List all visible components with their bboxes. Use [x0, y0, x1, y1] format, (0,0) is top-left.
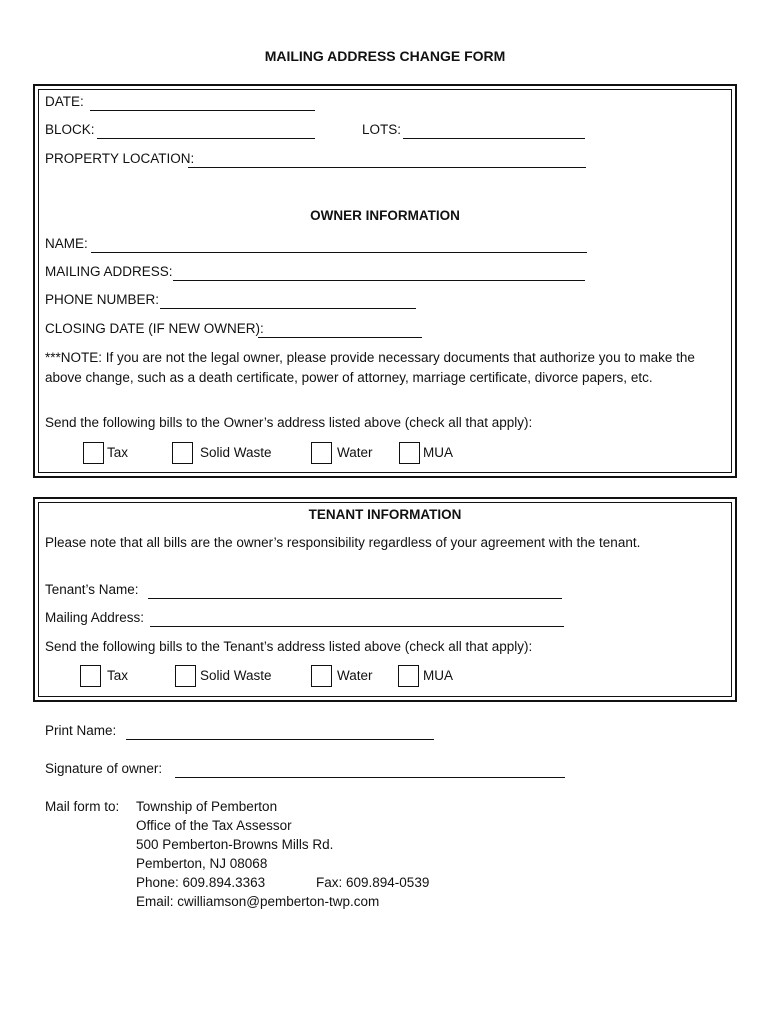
- owner-solid-waste-checkbox[interactable]: [172, 442, 193, 464]
- owner-tax-label: Tax: [107, 445, 129, 460]
- legal-owner-note: ***NOTE: If you are not the legal owner, please provide necessary documents that authorize you to make the above change, such as a death certificate, power of attorney, marriage certificate, divorce papers, etc.: [45, 350, 695, 385]
- tenant-water-label: Water: [337, 668, 373, 683]
- tenant-mua-checkbox[interactable]: [398, 665, 419, 687]
- lots-label: LOTS:: [362, 122, 402, 137]
- tenant-mailing-address-label: Mailing Address:: [45, 610, 145, 625]
- owner-send-bills-instruction: Send the following bills to the Owner’s address listed above (check all that apply):: [45, 415, 533, 430]
- owner-mailing-address-label: MAILING ADDRESS:: [45, 264, 173, 279]
- owner-name-field[interactable]: [91, 252, 587, 253]
- tenant-name-field[interactable]: [148, 598, 562, 599]
- owner-info-heading: OWNER INFORMATION: [310, 208, 460, 223]
- tenant-tax-label: Tax: [107, 668, 129, 683]
- address-line: 500 Pemberton-Browns Mills Rd.: [136, 837, 334, 852]
- closing-date-field[interactable]: [258, 337, 422, 338]
- block-label: BLOCK:: [45, 122, 95, 137]
- tenant-name-label: Tenant’s Name:: [45, 582, 139, 597]
- owner-solid-waste-label: Solid Waste: [200, 445, 272, 460]
- address-line: Office of the Tax Assessor: [136, 818, 292, 833]
- owner-mailing-address-field[interactable]: [173, 280, 585, 281]
- owner-water-checkbox[interactable]: [311, 442, 332, 464]
- tenant-tax-checkbox[interactable]: [80, 665, 101, 687]
- tenant-mua-label: MUA: [423, 668, 453, 683]
- lots-field[interactable]: [403, 138, 585, 139]
- property-location-label: PROPERTY LOCATION:: [45, 151, 195, 166]
- owner-mua-checkbox[interactable]: [399, 442, 420, 464]
- closing-date-label: CLOSING DATE (IF NEW OWNER):: [45, 321, 264, 336]
- date-field[interactable]: [90, 110, 315, 111]
- block-field[interactable]: [97, 138, 315, 139]
- signature-label: Signature of owner:: [45, 761, 163, 776]
- owner-tax-checkbox[interactable]: [83, 442, 104, 464]
- address-line: Township of Pemberton: [136, 799, 278, 814]
- owner-water-label: Water: [337, 445, 373, 460]
- address-line: Pemberton, NJ 08068: [136, 856, 268, 871]
- tenant-solid-waste-checkbox[interactable]: [175, 665, 196, 687]
- signature-field[interactable]: [175, 777, 565, 778]
- mail-to-label: Mail form to:: [45, 799, 120, 814]
- tenant-send-bills-instruction: Send the following bills to the Tenant’s address listed above (check all that apply):: [45, 639, 533, 654]
- print-name-label: Print Name:: [45, 723, 117, 738]
- date-label: DATE:: [45, 94, 84, 109]
- tenant-solid-waste-label: Solid Waste: [200, 668, 272, 683]
- tenant-section-inner-border: [38, 502, 732, 697]
- owner-mua-label: MUA: [423, 445, 453, 460]
- owner-name-label: NAME:: [45, 236, 88, 251]
- phone-number-field[interactable]: [160, 308, 416, 309]
- print-name-field[interactable]: [126, 739, 434, 740]
- form-title: MAILING ADDRESS CHANGE FORM: [264, 48, 506, 64]
- email-text: Email: cwilliamson@pemberton-twp.com: [136, 894, 380, 909]
- tenant-info-heading: TENANT INFORMATION: [308, 507, 462, 522]
- tenant-mailing-address-field[interactable]: [150, 626, 564, 627]
- tenant-water-checkbox[interactable]: [311, 665, 332, 687]
- phone-number-label: PHONE NUMBER:: [45, 292, 160, 307]
- property-location-field[interactable]: [188, 167, 586, 168]
- fax-text: Fax: 609.894-0539: [316, 875, 430, 890]
- phone-text: Phone: 609.894.3363: [136, 875, 266, 890]
- tenant-notice: Please note that all bills are the owner’s responsibility regardless of your agreement with the tenant.: [45, 535, 641, 550]
